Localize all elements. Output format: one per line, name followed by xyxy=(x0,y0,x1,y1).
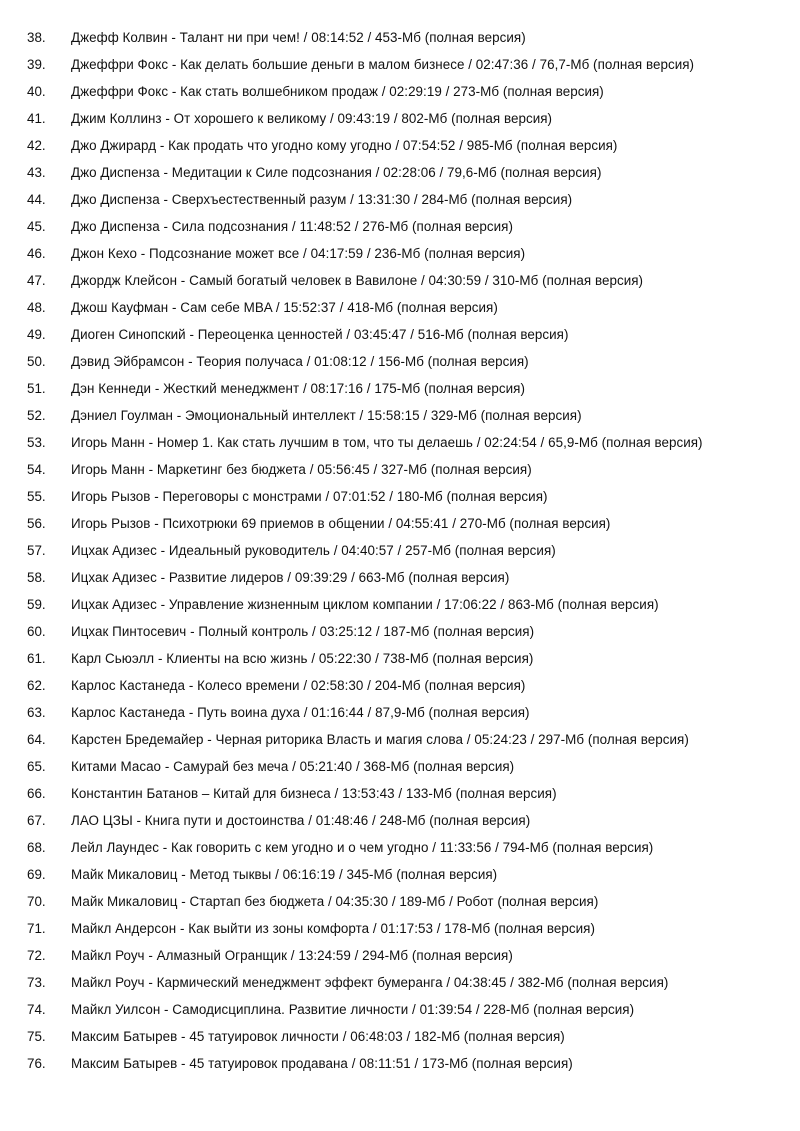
list-item-number: 44. xyxy=(27,192,46,207)
list-item xyxy=(0,513,800,540)
list-item-text: Майкл Андерсон - Как выйти из зоны комфорта / 01:17:53 / 178-Мб (полная версия) xyxy=(71,921,595,936)
list-item xyxy=(0,432,800,459)
list-item xyxy=(0,243,800,270)
list-item-number: 63. xyxy=(27,705,46,720)
list-item-text: Ицхак Адизес - Развитие лидеров / 09:39:29 / 663-Мб (полная версия) xyxy=(71,570,510,585)
list-item-number: 56. xyxy=(27,516,46,531)
list-item xyxy=(0,675,800,702)
list-item-number: 66. xyxy=(27,786,46,801)
list-item-text: Дэниел Гоулман - Эмоциональный интеллект / 15:58:15 / 329-Мб (полная версия) xyxy=(71,408,582,423)
list-item xyxy=(0,351,800,378)
list-item-text: Майкл Роуч - Алмазный Огранщик / 13:24:59 / 294-Мб (полная версия) xyxy=(71,948,513,963)
list-item-text: Джон Кехо - Подсознание может все / 04:17:59 / 236-Мб (полная версия) xyxy=(71,246,526,261)
list-item-text: Джо Диспенза - Сила подсознания / 11:48:52 / 276-Мб (полная версия) xyxy=(71,219,513,234)
list-item xyxy=(0,1026,800,1053)
list-item xyxy=(0,27,800,54)
list-item-text: Лейл Лаундес - Как говорить с кем угодно и о чем угодно / 11:33:56 / 794-Мб (полная версия) xyxy=(71,840,654,855)
list-item-number: 75. xyxy=(27,1029,46,1044)
list-item-number: 67. xyxy=(27,813,46,828)
list-item xyxy=(0,999,800,1026)
list-item xyxy=(0,972,800,999)
list-item-number: 72. xyxy=(27,948,46,963)
list-item-number: 60. xyxy=(27,624,46,639)
list-item xyxy=(0,540,800,567)
list-item-number: 48. xyxy=(27,300,46,315)
list-item xyxy=(0,54,800,81)
list-item-text: Дэвид Эйбрамсон - Теория получаса / 01:08:12 / 156-Мб (полная версия) xyxy=(71,354,529,369)
list-item xyxy=(0,459,800,486)
list-item-number: 47. xyxy=(27,273,46,288)
list-item-number: 50. xyxy=(27,354,46,369)
list-item xyxy=(0,594,800,621)
list-item xyxy=(0,648,800,675)
list-item xyxy=(0,378,800,405)
list-item xyxy=(0,729,800,756)
list-item-text: Карлос Кастанеда - Путь воина духа / 01:16:44 / 87,9-Мб (полная версия) xyxy=(71,705,530,720)
list-item-text: Джош Кауфман - Сам себе MBA / 15:52:37 / 418-Мб (полная версия) xyxy=(71,300,498,315)
list-item-text: Дэн Кеннеди - Жесткий менеджмент / 08:17:16 / 175-Мб (полная версия) xyxy=(71,381,525,396)
list-item xyxy=(0,891,800,918)
list-item xyxy=(0,135,800,162)
list-item-text: Майк Микаловиц - Метод тыквы / 06:16:19 / 345-Мб (полная версия) xyxy=(71,867,498,882)
list-item xyxy=(0,405,800,432)
list-item-number: 41. xyxy=(27,111,46,126)
list-item-text: Джо Диспенза - Медитации к Силе подсознания / 02:28:06 / 79,6-Мб (полная версия) xyxy=(71,165,602,180)
list-item xyxy=(0,945,800,972)
list-item-text: Диоген Синопский - Переоценка ценностей / 03:45:47 / 516-Мб (полная версия) xyxy=(71,327,569,342)
list-item xyxy=(0,162,800,189)
list-item-text: Джефф Колвин - Талант ни при чем! / 08:14:52 / 453-Мб (полная версия) xyxy=(71,30,526,45)
list-item-number: 70. xyxy=(27,894,46,909)
list-item-text: Игорь Рызов - Переговоры с монстрами / 07:01:52 / 180-Мб (полная версия) xyxy=(71,489,548,504)
list-item xyxy=(0,324,800,351)
list-item-number: 38. xyxy=(27,30,46,45)
list-item-number: 49. xyxy=(27,327,46,342)
list-item xyxy=(0,864,800,891)
list-item-number: 40. xyxy=(27,84,46,99)
list-item-number: 76. xyxy=(27,1056,46,1071)
list-item-number: 51. xyxy=(27,381,46,396)
list-item-number: 46. xyxy=(27,246,46,261)
list-item-text: Максим Батырев - 45 татуировок продавана / 08:11:51 / 173-Мб (полная версия) xyxy=(71,1056,573,1071)
list-item xyxy=(0,486,800,513)
list-item-text: Ицхак Пинтосевич - Полный контроль / 03:25:12 / 187-Мб (полная версия) xyxy=(71,624,535,639)
list-item-number: 42. xyxy=(27,138,46,153)
list-item-text: Игорь Манн - Маркетинг без бюджета / 05:56:45 / 327-Мб (полная версия) xyxy=(71,462,532,477)
list-item-number: 52. xyxy=(27,408,46,423)
list-item-number: 54. xyxy=(27,462,46,477)
list-item xyxy=(0,1053,800,1080)
list-item-text: Джордж Клейсон - Самый богатый человек в Вавилоне / 04:30:59 / 310-Мб (полная версия) xyxy=(71,273,644,288)
list-item-text: Максим Батырев - 45 татуировок личности / 06:48:03 / 182-Мб (полная версия) xyxy=(71,1029,565,1044)
list-item-text: Карлос Кастанеда - Колесо времени / 02:58:30 / 204-Мб (полная версия) xyxy=(71,678,526,693)
list-item-text: Майк Микаловиц - Стартап без бюджета / 04:35:30 / 189-Мб / Робот (полная версия) xyxy=(71,894,599,909)
list-item-number: 53. xyxy=(27,435,46,450)
list-item-number: 59. xyxy=(27,597,46,612)
list-item xyxy=(0,837,800,864)
list-item-number: 68. xyxy=(27,840,46,855)
list-item-text: Джо Джирард - Как продать что угодно кому угодно / 07:54:52 / 985-Мб (полная версия) xyxy=(71,138,618,153)
list-item-text: Джим Коллинз - От хорошего к великому / 09:43:19 / 802-Мб (полная версия) xyxy=(71,111,553,126)
list-item-number: 69. xyxy=(27,867,46,882)
list-item-text: Майкл Уилсон - Самодисциплина. Развитие личности / 01:39:54 / 228-Мб (полная версия) xyxy=(71,1002,635,1017)
list-item-text: Ицхак Адизес - Управление жизненным циклом компании / 17:06:22 / 863-Мб (полная версия) xyxy=(71,597,659,612)
list-item-number: 74. xyxy=(27,1002,46,1017)
list-item xyxy=(0,810,800,837)
list-item-text: Майкл Роуч - Кармический менеджмент эффект бумеранга / 04:38:45 / 382-Мб (полная версия) xyxy=(71,975,669,990)
list-item-text: ЛАО ЦЗЫ - Книга пути и достоинства / 01:48:46 / 248-Мб (полная версия) xyxy=(71,813,531,828)
list-item xyxy=(0,918,800,945)
list-item-text: Игорь Рызов - Психотрюки 69 приемов в общении / 04:55:41 / 270-Мб (полная версия) xyxy=(71,516,611,531)
list-item-number: 65. xyxy=(27,759,46,774)
list-item-text: Китами Масао - Самурай без меча / 05:21:40 / 368-Мб (полная версия) xyxy=(71,759,515,774)
list-item-number: 57. xyxy=(27,543,46,558)
list-item-text: Джеффри Фокс - Как стать волшебником продаж / 02:29:19 / 273-Мб (полная версия) xyxy=(71,84,604,99)
list-item xyxy=(0,270,800,297)
list-item-number: 64. xyxy=(27,732,46,747)
list-item-number: 43. xyxy=(27,165,46,180)
list-item-number: 73. xyxy=(27,975,46,990)
list-item xyxy=(0,108,800,135)
list-item-number: 62. xyxy=(27,678,46,693)
list-item xyxy=(0,702,800,729)
list-item xyxy=(0,297,800,324)
list-item-number: 71. xyxy=(27,921,46,936)
audiobook-list xyxy=(0,27,800,1080)
list-item-number: 61. xyxy=(27,651,46,666)
list-item xyxy=(0,81,800,108)
list-item-number: 39. xyxy=(27,57,46,72)
list-item-text: Карстен Бредемайер - Черная риторика Власть и магия слова / 05:24:23 / 297-Мб (полная версия) xyxy=(71,732,689,747)
list-item xyxy=(0,567,800,594)
list-item-text: Игорь Манн - Номер 1. Как стать лучшим в том, что ты делаешь / 02:24:54 / 65,9-Мб (полная версия) xyxy=(71,435,703,450)
list-item xyxy=(0,216,800,243)
list-item-text: Карл Сьюэлл - Клиенты на всю жизнь / 05:22:30 / 738-Мб (полная версия) xyxy=(71,651,534,666)
list-item-text: Константин Батанов – Китай для бизнеса / 13:53:43 / 133-Мб (полная версия) xyxy=(71,786,557,801)
list-item xyxy=(0,189,800,216)
list-item-number: 45. xyxy=(27,219,46,234)
list-item-number: 58. xyxy=(27,570,46,585)
list-item xyxy=(0,756,800,783)
list-item-text: Джеффри Фокс - Как делать большие деньги в малом бизнесе / 02:47:36 / 76,7-Мб (полная версия) xyxy=(71,57,695,72)
list-item xyxy=(0,783,800,810)
list-item-text: Джо Диспенза - Сверхъестественный разум / 13:31:30 / 284-Мб (полная версия) xyxy=(71,192,573,207)
list-item-text: Ицхак Адизес - Идеальный руководитель / 04:40:57 / 257-Мб (полная версия) xyxy=(71,543,556,558)
list-item xyxy=(0,621,800,648)
list-item-number: 55. xyxy=(27,489,46,504)
